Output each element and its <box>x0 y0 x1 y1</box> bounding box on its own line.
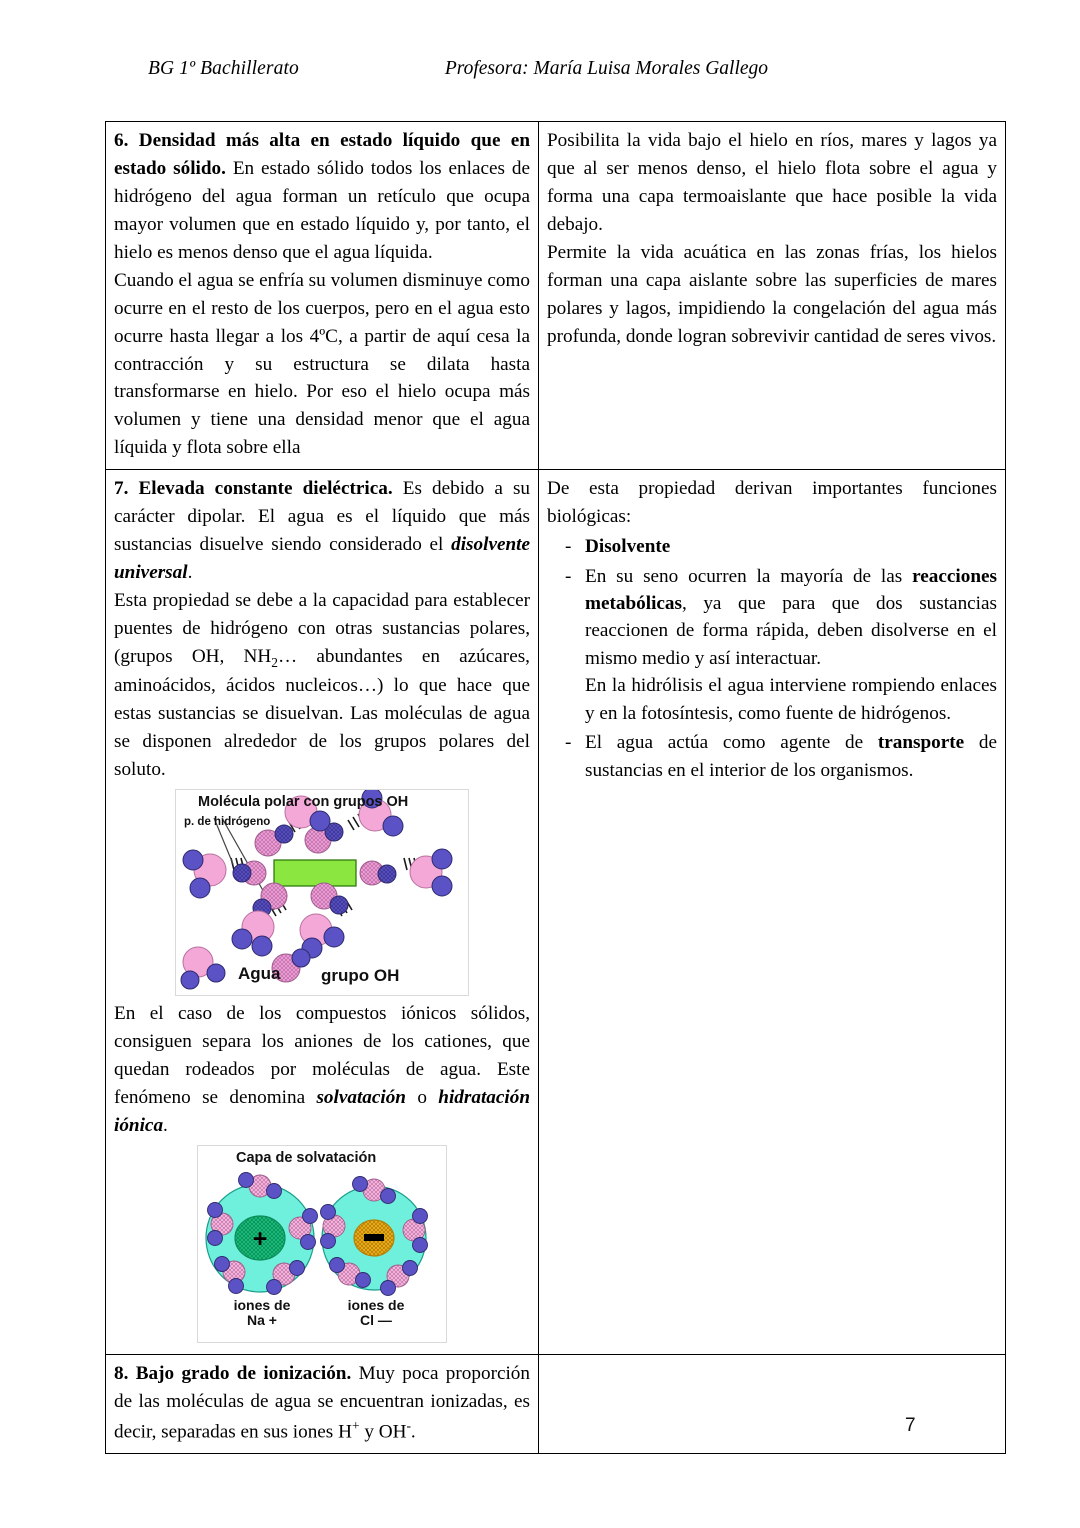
row-6-left-paragraph-2: Cuando el agua se enfría su volumen disminuye como ocurre en el resto de los cuerpos, pero en el agua esto ocurre hasta llegar a los 4ºC, a partir de aquí cesa la contracción y su estructura se dilata hasta transformarse en hielo. Por eso el hielo ocupa más volumen y tiene una densidad menor que el agua líquida y flota sobre ella <box>114 269 530 459</box>
row-7-emphasis-hidratacion: hidratación iónica <box>114 1086 530 1136</box>
list-item-bold-lead: Disolvente <box>585 536 671 558</box>
row-7-body-3b: . <box>163 1114 168 1136</box>
label-sodium-ions <box>216 1298 308 1329</box>
list-item-body <box>585 729 997 784</box>
row-6-heading: 6. Densidad más alta en estado líquido que en estado sólido. <box>114 130 530 179</box>
row-8-body-c: . <box>410 1420 416 1442</box>
row-8-right-cell <box>539 1354 1006 1453</box>
row-8-superscript-plus: + <box>351 1417 360 1433</box>
row-7-body-2b: … abundantes en azúcares, aminoácidos, ácidos nucleicos…) lo que hace que estas sustancias se disuelvan. Las moléculas de agua se disponen alrededor de los grupos polares del soluto. <box>114 645 530 781</box>
row-7-body-1a: Es debido a su carácter dipolar. El agua es el líquido que más sustancias disuelve siendo considerado el <box>114 478 531 556</box>
row-7-emphasis-solvent: disolvente universal <box>114 534 530 584</box>
list-item <box>547 533 997 560</box>
list-item-bold-mid: reacciones metabólicas <box>585 565 997 615</box>
sodium-solvation-shell <box>206 1172 318 1294</box>
row-7-body-3a: En el caso de los compuestos iónicos sólidos, consiguen separa los aniones de los cationes, que quedan rodeados por moléculas de agua. Este fenómeno se denomina <box>114 1003 530 1108</box>
row-6-left-paragraph-1 <box>114 127 530 267</box>
sodium-charge-symbol: + <box>252 1224 268 1253</box>
row-6-right-paragraph-2: Permite la vida acuática en las zonas frías, los hielos forman una capa aislante sobre las superficies de mares polares y lagos, impidiendo la congelación del agua más profunda, donde logran sobrevivir cantidad de seres vivos. <box>547 241 997 347</box>
label-chloride-ions-line2: Cl — <box>360 1312 392 1329</box>
row-7-body-1b: . <box>187 562 193 584</box>
row-7-left-paragraph-3 <box>114 1000 530 1140</box>
table-row <box>106 122 1006 470</box>
header-teacher-label: Profesora: María Luisa Morales Gallego <box>444 58 769 79</box>
solvation-shell-diagram <box>197 1145 447 1343</box>
figure-1-wrapper <box>114 789 530 996</box>
row-7-subscript-two: 2 <box>271 654 278 670</box>
row-6-right-cell <box>539 122 1006 470</box>
row-6-body-1: En estado sólido todos los enlaces de hidrógeno del agua forman un retículo que ocupa mayor volumen que en estado líquido y, por tanto, el hielo es menos denso que el agua líquida. <box>114 157 530 263</box>
figure-2-wrapper <box>114 1145 530 1343</box>
list-item-rest: , ya que para que dos sustancias reaccionen de forma rápida, deben disolverse en el mismo medio y así interactuar. <box>585 593 997 669</box>
chloride-solvation-shell <box>321 1176 428 1295</box>
row-8-superscript-minus: - <box>406 1417 411 1433</box>
label-chloride-ions <box>330 1298 422 1329</box>
list-bullet-dash: - <box>565 536 572 558</box>
row-7-right-intro: De esta propiedad derivan importantes funciones biológicas: <box>547 478 997 528</box>
row-8-left-cell <box>106 1354 539 1453</box>
row-7-left-cell <box>106 470 539 1354</box>
row-7-body-3mid: o <box>405 1086 439 1108</box>
list-bullet-dash: - <box>565 565 572 587</box>
list-item-bold-mid: transporte <box>877 732 965 754</box>
list-item-rest: de sustancias en el interior de los organismos. <box>585 732 997 781</box>
row-6-right-paragraph-1: Posibilita la vida bajo el hielo en ríos, mares y lagos ya que al ser menos denso, el hielo flota sobre el agua y forma una capa termoaislante que hace posible la vida debajo. <box>547 130 997 235</box>
list-item-body <box>585 563 997 728</box>
hydrogen-bond-annotation-label: p. de hidrógeno <box>184 816 271 828</box>
row-7-left-paragraph-2 <box>114 587 530 784</box>
polar-molecule-diagram <box>175 789 469 996</box>
row-6-left-cell <box>106 122 539 470</box>
row-8-left-paragraph <box>114 1360 530 1446</box>
legend-label-oh-group: grupo OH <box>321 966 400 985</box>
list-item-lead: El agua actúa como agente de <box>585 732 878 754</box>
list-item-body <box>585 533 997 560</box>
row-7-body-2a: Esta propiedad se debe a la capacidad para establecer puentes de hidrógeno con otras sustancias polares, (grupos OH, NH <box>114 590 530 667</box>
table-row <box>106 1354 1006 1453</box>
list-item-lead: En su seno ocurren la mayoría de las <box>585 565 913 587</box>
row-7-left-paragraph-1 <box>114 475 530 587</box>
water-properties-table <box>105 121 1006 1454</box>
list-item-extra: En la hidrólisis el agua interviene rompiendo enlaces y en la fotosíntesis, como fuente de hidrógenos. <box>585 675 997 724</box>
list-item <box>547 729 997 784</box>
row-8-heading: 8. Bajo grado de ionización. <box>114 1362 352 1384</box>
row-8-body-a: Muy poca proporción de las moléculas de agua se encuentran ionizadas, es decir, separadas en sus iones H <box>114 1362 530 1442</box>
figure-1-title: Molécula polar con grupos OH <box>198 794 409 810</box>
document-running-header <box>148 58 948 88</box>
page-number: 7 <box>905 1415 916 1436</box>
list-bullet-dash: - <box>565 732 572 754</box>
row-7-heading: 7. Elevada constante dieléctrica. <box>114 478 393 500</box>
list-item <box>547 563 997 728</box>
green-molecule-bar <box>274 860 356 886</box>
figure-2-title: Capa de solvatación <box>236 1149 377 1166</box>
row-8-body-b: y OH <box>359 1420 407 1442</box>
label-sodium-ions-line2: Na + <box>247 1312 277 1329</box>
label-sodium-ions-line1: iones de <box>233 1296 291 1313</box>
row-7-right-cell <box>539 470 1006 1354</box>
chloride-charge-symbol <box>364 1234 384 1241</box>
legend-label-water: Agua <box>238 964 281 983</box>
biological-functions-list <box>547 533 997 784</box>
label-chloride-ions-line1: iones de <box>347 1296 405 1313</box>
table-row <box>106 470 1006 1354</box>
row-7-emphasis-solvatacion: solvatación <box>316 1086 406 1108</box>
header-course-label: BG 1º Bachillerato <box>148 58 299 79</box>
